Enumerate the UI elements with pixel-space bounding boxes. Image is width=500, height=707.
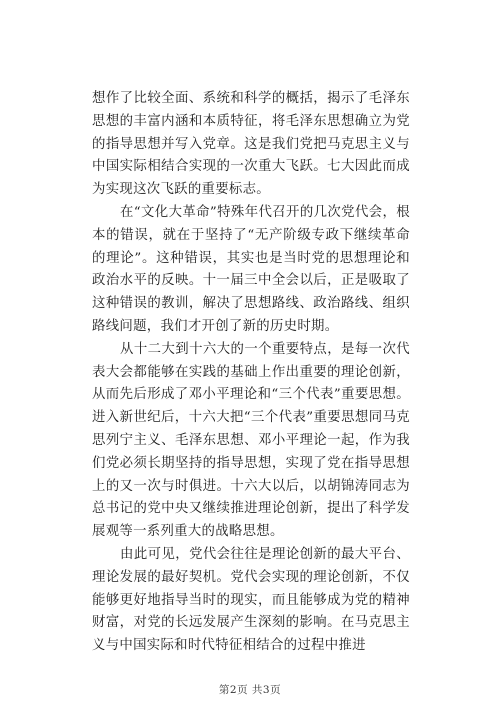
paragraph-1: 想作了比较全面、系统和科学的概括，揭示了毛泽东思想的丰富内涵和本质特征，将毛泽东思想确立为党的指导思想并写入党章。这是我们党把马克思主义与中国实际相结合实现的一次重大飞跃。七大因此而成为实现这次飞跃的重要标志。	[92, 91, 410, 198]
paragraph-2: 在“文化大革命”特殊年代召开的几次党代会，根本的错误，就在于坚持了“无产阶级专政下继续革命的理论”。这种错误，其实也是当时党的思想理论和政治水平的反映。十一届三中全会以后，正是吸取了这种错误的教训，解决了思想路线、政治路线、组织路线问题，我们才开创了新的历史时期。	[92, 204, 410, 334]
paragraph-4: 由此可见，党代会往往是理论创新的最大平台、理论发展的最好契机。党代会实现的理论创新，不仅能够更好地指导当时的现实，而且能够成为党的精神财富，对党的长远发展产生深刻的影响。在马克思主义与中国实际和时代特征相结合的过程中推进	[92, 546, 410, 654]
page-number-footer: 第2页 共3页	[218, 684, 282, 696]
document-body	[92, 88, 410, 658]
paragraph-3: 从十二大到十六大的一个重要特点，是每一次代表大会都能够在实践的基础上作出重要的理论创新，从而先后形成了邓小平理论和“三个代表”重要思想。进入新世纪后，十六大把“三个代表”重要思想同马克思列宁主义、毛泽东思想、邓小平理论一起，作为我们党必须长期坚持的指导思想，实现了党在指导思想上的又一次与时俱进。十六大以后，以胡锦涛同志为总书记的党中央又继续推进理论创新，提出了科学发展观等一系列重大的战略思想。	[92, 341, 410, 540]
